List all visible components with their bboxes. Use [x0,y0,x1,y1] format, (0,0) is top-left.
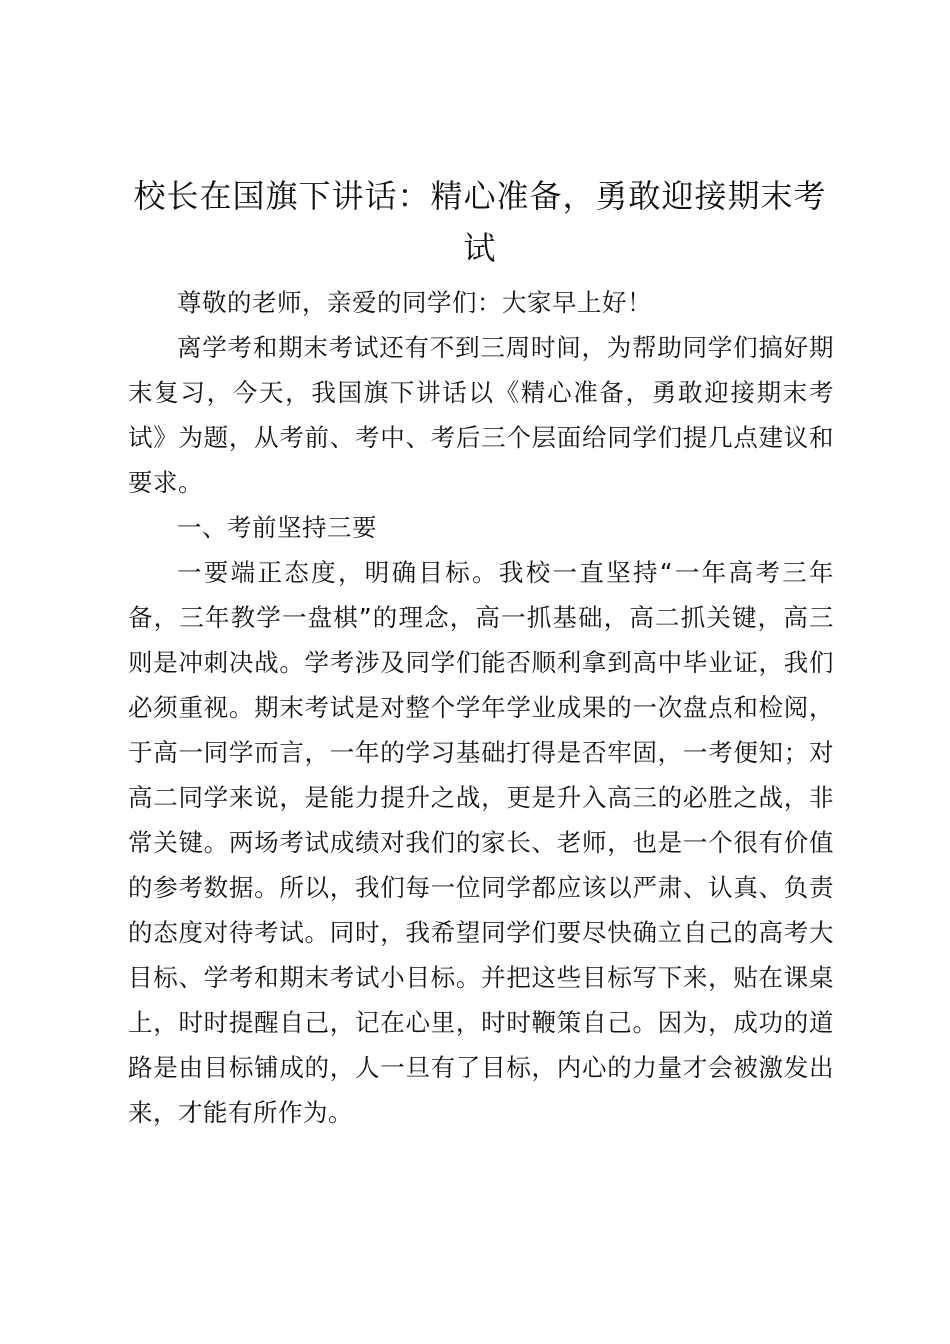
intro-paragraph: 离学考和期末考试还有不到三周时间，为帮助同学们搞好期末复习，今天，我国旗下讲话以《精心准备，勇敢迎接期末考试》为题，从考前、考中、考后三个层面给同学们提几点建议和要求。 [128,333,834,497]
greeting-paragraph: 尊敬的老师，亲爱的同学们：大家早上好！ [177,288,652,317]
document-body [128,280,834,1135]
body-paragraph: 一要端正态度，明确目标。我校一直坚持“一年高考三年备，三年教学一盘棋”的理念，高一抓基础，高二抓关键，高三则是冲刺决战。学考涉及同学们能否顺利拿到高中毕业证，我们必须重视。期末考试是对整个学年学业成果的一次盘点和检阅，于高一同学而言，一年的学习基础打得是否牢固，一考便知；对高二同学来说，是能力提升之战，更是升入高三的必胜之战，非常关键。两场考试成绩对我们的家长、老师，也是一个很有价值的参考数据。所以，我们每一位同学都应该以严肃、认真、负责的态度对待考试。同时，我希望同学们要尽快确立自己的高考大目标、学考和期末考试小目标。并把这些目标写下来，贴在课桌上，时时提醒自己，记在心里，时时鞭策自己。因为，成功的道路是由目标铺成的，人一旦有了目标，内心的力量才会被激发出来，才能有所作为。 [128,558,834,1127]
section-heading: 一、考前坚持三要 [177,513,377,542]
document-title: 校长在国旗下讲话：精心准备，勇敢迎接期末考试 [133,177,827,267]
